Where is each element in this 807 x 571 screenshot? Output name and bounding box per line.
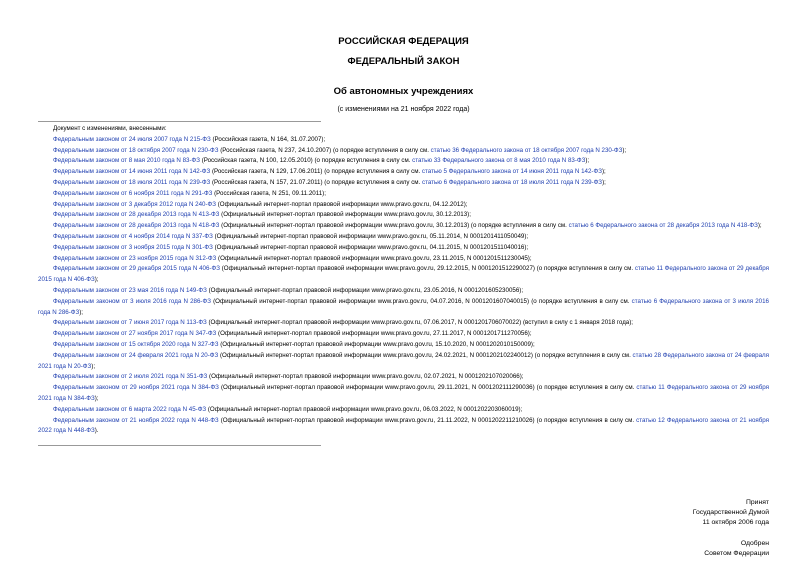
amendment-tail: ); bbox=[622, 146, 627, 154]
amendment-details: (Официальный интернет-портал правовой информации www.pravo.gov.ru, 07.06.2017, N 0001201706070022) (вступил в силу с 1 января 2018 года); bbox=[206, 319, 634, 327]
amendment-law-link[interactable]: Федеральным законом от 15 октября 2020 года N 327-ФЗ bbox=[53, 340, 219, 348]
amendments-list bbox=[38, 124, 769, 437]
amendment-item bbox=[38, 416, 769, 438]
amendment-details: (Официальный интернет-портал правовой информации www.pravo.gov.ru, 15.10.2020, N 0001202010150009); bbox=[218, 340, 535, 348]
amendment-tail: ); bbox=[94, 276, 99, 284]
amendment-details: (Официальный интернет-портал правовой информации www.pravo.gov.ru, 04.07.2016, N 0001201607040015) (о порядке вступления в силу см. bbox=[210, 297, 632, 305]
amendment-item bbox=[38, 297, 769, 319]
amendment-details: (Российская газета, N 129, 17.06.2011) (о порядке вступления в силу см. bbox=[210, 168, 422, 176]
law-title: Об автономных учреждениях bbox=[333, 86, 474, 97]
amendment-item bbox=[38, 189, 769, 200]
adopted-label: Принят bbox=[745, 499, 769, 506]
revision-subtitle: (с изменениями на 21 ноября 2022 года) bbox=[337, 106, 470, 113]
amendment-law-link[interactable]: Федеральным законом от 27 ноября 2017 года N 347-ФЗ bbox=[53, 330, 217, 338]
bottom-divider bbox=[38, 445, 321, 446]
amendment-law-link[interactable]: Федеральным законом от 8 мая 2010 года N 83-ФЗ bbox=[53, 157, 200, 165]
amendment-law-link[interactable]: Федеральным законом от 28 декабря 2013 года N 413-ФЗ bbox=[53, 211, 220, 219]
amendment-tail: ); bbox=[601, 168, 606, 176]
amendment-item bbox=[38, 383, 769, 405]
amendment-item bbox=[38, 200, 769, 211]
duma-date: 11 октября 2006 года bbox=[702, 519, 769, 527]
amendment-law-link[interactable]: Федеральным законом от 24 февраля 2021 года N 20-ФЗ bbox=[53, 351, 219, 359]
amendment-details: (Российская газета, N 157, 21.07.2011) (о порядке вступления в силу см. bbox=[210, 178, 422, 186]
amendment-item bbox=[38, 405, 769, 416]
amendment-item bbox=[38, 243, 769, 254]
effective-article-link[interactable]: статью 36 Федерального закона от 18 октября 2007 года N 230-ФЗ bbox=[430, 146, 623, 154]
effective-article-link[interactable]: статью 33 Федерального закона от 8 мая 2010 года N 83-ФЗ bbox=[412, 157, 586, 165]
amendment-law-link[interactable]: Федеральным законом от 7 июня 2017 года N 113-ФЗ bbox=[53, 319, 207, 327]
effective-article-link[interactable]: статью 6 Федерального закона от 28 декабря 2013 года N 418-ФЗ bbox=[568, 222, 758, 230]
effective-article-link[interactable]: статью 5 Федерального закона от 14 июня 2011 года N 142-ФЗ bbox=[421, 168, 602, 176]
council-label: Советом Федерации bbox=[704, 550, 769, 558]
amendment-details: (Официальный интернет-портал правовой информации www.pravo.gov.ru, 04.11.2015, N 0001201511040016); bbox=[212, 243, 529, 251]
amendment-tail: ); bbox=[91, 362, 96, 370]
amendment-tail: ). bbox=[94, 427, 99, 435]
amendment-tail: ); bbox=[79, 308, 83, 316]
amendment-item bbox=[38, 146, 769, 157]
amendment-details: (Российская газета, N 164, 31.07.2007); bbox=[210, 135, 326, 143]
amendment-law-link[interactable]: Федеральным законом от 3 июля 2016 года N 286-ФЗ bbox=[53, 297, 211, 305]
amendment-law-link[interactable]: Федеральным законом от 23 мая 2016 года N 149-ФЗ bbox=[53, 286, 207, 294]
amendment-details: (Официальный интернет-портал правовой информации www.pravo.gov.ru, 27.11.2017, N 0001201711270056); bbox=[216, 330, 532, 338]
amendment-law-link[interactable]: Федеральным законом от 24 июля 2007 года N 215-ФЗ bbox=[53, 135, 211, 143]
amendment-law-link[interactable]: Федеральным законом от 18 октября 2007 года N 230-ФЗ bbox=[53, 146, 219, 154]
amendment-tail: ); bbox=[585, 157, 590, 165]
amendment-law-link[interactable]: Федеральным законом от 23 ноября 2015 года N 312-ФЗ bbox=[53, 254, 217, 262]
effective-article-link[interactable]: статью 11 Федерального закона от 29 ноября 2021 года N 384-ФЗ bbox=[38, 384, 769, 402]
amendment-details: (Российская газета, N 100, 12.05.2010) (о порядке вступления в силу см. bbox=[199, 157, 413, 165]
amendment-law-link[interactable]: Федеральным законом от 3 ноября 2015 года N 301-ФЗ bbox=[53, 243, 213, 251]
amendment-law-link[interactable]: Федеральным законом от 21 ноября 2022 года N 448-ФЗ bbox=[53, 416, 219, 424]
amendment-item bbox=[38, 264, 769, 286]
amendment-law-link[interactable]: Федеральным законом от 18 июля 2011 года N 239-ФЗ bbox=[53, 178, 211, 186]
amendment-details: (Официальный интернет-портал правовой информации www.pravo.gov.ru, 24.02.2021, N 0001202102240012) (о порядке вступления в силу см. bbox=[218, 351, 633, 359]
amendment-law-link[interactable]: Федеральным законом от 3 декабря 2012 года N 240-ФЗ bbox=[53, 200, 216, 208]
amendment-law-link[interactable]: Федеральным законом от 4 ноября 2014 года N 337-ФЗ bbox=[53, 232, 213, 240]
amendment-items bbox=[38, 135, 769, 437]
top-divider bbox=[38, 121, 321, 122]
amendment-details: (Официальный интернет-портал правовой информации www.pravo.gov.ru, 02.07.2021, N 0001202107020066); bbox=[207, 373, 524, 381]
amendment-details: (Российская газета, N 251, 09.11.2011); bbox=[212, 189, 326, 197]
amendment-details: (Официальный интернет-портал правовой информации www.pravo.gov.ru, 29.11.2021, N 0001202111290036) (о порядке вступления в силу см. bbox=[218, 384, 637, 392]
amendment-item bbox=[38, 221, 769, 232]
amendment-item bbox=[38, 178, 769, 189]
amendment-law-link[interactable]: Федеральным законом от 14 июня 2011 года N 142-ФЗ bbox=[53, 168, 211, 176]
adoption-duma-block bbox=[693, 498, 769, 529]
amendment-item bbox=[38, 135, 769, 146]
amendment-tail: ); bbox=[602, 178, 606, 186]
approved-label: Одобрен bbox=[740, 540, 769, 547]
effective-article-link[interactable]: статью 11 Федерального закона от 29 декабря 2015 года N 406-ФЗ bbox=[38, 265, 769, 284]
amendment-law-link[interactable]: Федеральным законом от 2 июля 2021 года N 351-ФЗ bbox=[53, 373, 208, 381]
effective-article-link[interactable]: статью 6 Федерального закона от 18 июля 2011 года N 239-ФЗ bbox=[421, 178, 603, 186]
amendment-details: (Официальный интернет-портал правовой информации www.pravo.gov.ru, 04.12.2012); bbox=[215, 200, 468, 208]
amendments-intro: Документ с изменениями, внесенными: bbox=[53, 125, 167, 132]
amendment-tail: ); bbox=[94, 394, 99, 402]
amendment-law-link[interactable]: Федеральным законом от 28 декабря 2013 года N 418-ФЗ bbox=[53, 222, 220, 230]
amendment-details: (Официальный интернет-портал правовой информации www.pravo.gov.ru, 23.11.2015, N 0001201511230045); bbox=[216, 254, 532, 262]
amendment-details: (Официальный интернет-портал правовой информации www.pravo.gov.ru, 06.03.2022, N 0001202203060019); bbox=[206, 405, 523, 413]
amendment-item bbox=[38, 210, 769, 221]
effective-article-link[interactable]: статью 12 Федерального закона от 21 ноября 2022 года N 448-ФЗ bbox=[38, 416, 769, 435]
amendment-item bbox=[38, 340, 769, 351]
amendment-item bbox=[38, 329, 769, 340]
amendment-law-link[interactable]: Федеральным законом от 6 марта 2022 года N 45-ФЗ bbox=[53, 405, 207, 413]
amendment-law-link[interactable]: Федеральным законом от 6 ноября 2011 года N 291-ФЗ bbox=[53, 189, 213, 197]
amendment-details: (Официальный интернет-портал правовой информации www.pravo.gov.ru, 30.12.2013) (о порядке вступления в силу см. bbox=[219, 222, 569, 230]
amendment-details: (Российская газета, N 237, 24.10.2007) (о порядке вступления в силу см. bbox=[218, 146, 431, 154]
amendment-details: (Официальный интернет-портал правовой информации www.pravo.gov.ru, 05.11.2014, N 0001201411050049); bbox=[212, 232, 529, 240]
amendment-item bbox=[38, 318, 769, 329]
amendment-law-link[interactable]: Федеральным законом от 29 декабря 2015 года N 406-ФЗ bbox=[53, 265, 220, 273]
amendment-details: (Официальный интернет-портал правовой информации www.pravo.gov.ru, 29.12.2015, N 0001201512290027) (о порядке вступления в силу см. bbox=[219, 265, 635, 273]
effective-article-link[interactable]: статью 6 Федерального закона от 3 июля 2016 года N 286-ФЗ bbox=[38, 297, 769, 316]
amendment-law-link[interactable]: Федеральным законом от 29 ноября 2021 года N 384-ФЗ bbox=[53, 384, 219, 392]
amendment-details: (Официальный интернет-портал правовой информации www.pravo.gov.ru, 23.05.2016, N 0001201605230056); bbox=[206, 286, 524, 294]
amendment-item bbox=[38, 351, 769, 373]
amendment-details: (Официальный интернет-портал правовой информации www.pravo.gov.ru, 30.12.2013); bbox=[219, 211, 471, 219]
amendment-item bbox=[38, 167, 769, 178]
duma-label: Государственной Думой bbox=[692, 509, 769, 517]
amendment-tail: ); bbox=[757, 222, 762, 230]
amendment-item bbox=[38, 372, 769, 383]
approval-council-block bbox=[704, 539, 769, 559]
effective-article-link[interactable]: статью 28 Федерального закона от 24 февраля 2021 года N 20-ФЗ bbox=[38, 351, 769, 370]
doc-type-heading: ФЕДЕРАЛЬНЫЙ ЗАКОН bbox=[347, 56, 460, 67]
amendment-item bbox=[38, 232, 769, 243]
amendment-item bbox=[38, 254, 769, 265]
amendment-details: (Официальный интернет-портал правовой информации www.pravo.gov.ru, 21.11.2022, N 0001202211210026) (о порядке вступления в силу см. bbox=[218, 416, 637, 424]
amendment-item bbox=[38, 156, 769, 167]
amendment-item bbox=[38, 286, 769, 297]
country-heading: РОССИЙСКАЯ ФЕДЕРАЦИЯ bbox=[338, 36, 469, 47]
